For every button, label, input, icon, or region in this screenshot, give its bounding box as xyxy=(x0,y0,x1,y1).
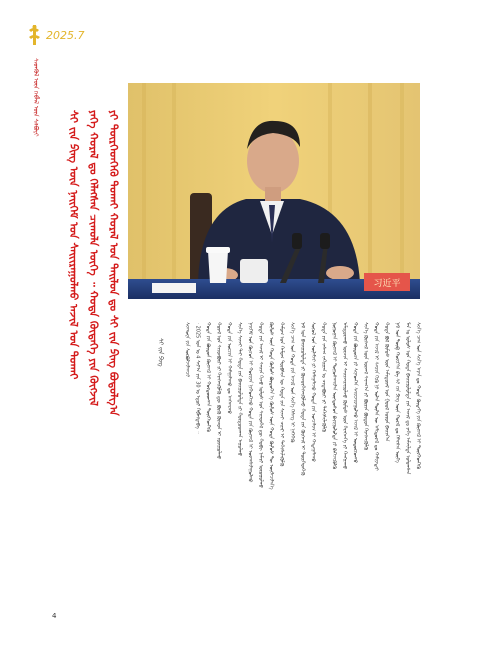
body-text-column: ᠂ 2025 ᠣᠨ ᠤ 4 ᠰᠠᠷ᠎ᠠ ᠶᠢᠨ 30 ᠤ ᠡᠳᠦᠷ ᠬᠡᠪᠯᠡᠭᠳᠡᠪᠡ ᠃ xyxy=(194,322,201,434)
article-title-line: ᠶᠡᠬᠡ ᠬᠤᠷᠠᠯ ᠳᠤ ᠬᠡᠯᠡᠭᠰᠡᠨ ᠴᠢᠬᠤᠯᠠ ᠦᠭᠡ ᠃ ᠬᠤᠲᠠ ᠬᠦᠳᠡᠭᠡ ᠶᠢᠨ ᠬᠥᠭᠵᠢᠯ xyxy=(87,110,100,406)
body-text-column: ᠬᠦᠮᠦᠰ ᠦᠨ ᠬᠤᠲᠠ ᠬᠦᠮᠦᠰ ᠪᠦᠲᠦᠭᠡᠨ ᠡ ᠬᠦᠮᠦᠰ ᠦᠨ ᠬᠤᠲᠠ ᠬᠦᠮᠦᠰ ᠲᠦ ᠦᠢᠯᠡᠴᠢᠯᠡᠨ᠎ᠡ xyxy=(268,322,274,490)
body-text-column: ᠬᠤᠲᠠ ᠶᠢᠨ ᠵᠠᠰᠠᠭ ᠵᠠᠬᠢᠷᠭᠠᠨ ᠤ ᠴᠢᠳᠠᠪᠤᠷᠢ ᠶᠢ ᠳᠡᠭᠡᠭᠰᠢᠯᠡᠭᠦᠯᠬᠦ xyxy=(320,322,327,433)
body-text-column: ᠨᠡᠢᠭᠡᠮ ᠤᠨ ᠬᠦᠴᠦᠨ ᠢ ᠬᠤᠷᠢᠶᠠᠨ ᠨᠢᠭᠡᠳᠭᠡᠵᠦ ᠬᠤᠲᠠ ᠶᠢᠨ ᠬᠥᠭᠵᠢᠯ ᠢ ᠤᠷᠠᠭᠰᠢᠯᠠᠭᠤᠯᠬᠤ xyxy=(247,322,253,483)
body-text-column: ᠨᠠᠮ ᠤᠨ ᠲᠥᠪ ᠬᠣᠷᠢᠶ᠎ᠠ ᠪᠠ ᠰᠢ ᠵᠢᠨ ᠫᠢᠩ ᠦᠨ ᠬᠤᠷᠠᠯ ᠳᠤ ᠬᠡᠯᠡᠭᠰᠡᠨ ᠦᠭᠡ xyxy=(394,322,400,463)
body-text-column: ᠬᠠᠮᠤᠭ ᠤᠨ ᠬᠠᠮᠤᠭ ᠲᠦᠪᠰᠢᠨ ᠦ ᠬᠤᠲᠠ ᠶᠢᠨ ᠰᠢᠨᠵᠢ ᠴᠢᠨᠠᠷ ᠢ ᠳᠡᠭᠡᠭᠰᠢᠯᠡᠭᠦᠯᠬᠦ xyxy=(278,322,285,467)
body-text-column: ᠬᠤᠷᠠᠯ ᠤᠨ ᠰᠢᠢᠳᠪᠦᠷᠢ ᠶᠢ ᠬᠡᠷᠡᠭᠵᠢᠭᠦᠯᠬᠦ ᠳᠦ ᠪᠦᠬᠦ ᠬᠦᠴᠦᠨ ᠢ ᠵᠣᠷᠢᠭᠤᠯᠬᠤ xyxy=(215,322,222,460)
issue-year: 2025.7 xyxy=(46,29,85,42)
body-text-column: ᠨᠠᠮ ᠤᠨ ᠪᠠᠢᠢᠭᠤᠯᠤᠯᠲᠠ ᠶᠢ ᠬᠦᠴᠦᠷᠬᠡᠭᠵᠢᠭᠦᠯᠵᠦ ᠬᠤᠲᠠ ᠶᠢᠨ ᠬᠥᠭᠵᠢᠯ ᠢ ᠲᠦᠷᠭᠡᠳᠭᠡᠬᠦ xyxy=(299,322,306,476)
body-text-column: ᠬᠤᠲᠠ ᠶᠢᠨ ᠪᠦᠲᠦᠨ ᠬᠥᠭᠵᠢᠯ ᠢ ᠬᠤᠷᠳᠤᠳᠬᠠᠨ ᠲᠦᠷᠭᠡᠳᠭᠡᠬᠦ xyxy=(205,322,211,432)
body-text-column: ᠰᠢᠨ᠎ᠡ ᠬᠥᠭᠵᠢᠯ ᠦᠨ ᠦᠵᠡᠯ ᠰᠠᠨᠠᠭ᠎ᠠ ᠶᠢ ᠪᠦᠷᠢᠨ ᠪᠦᠲᠦᠨ ᠬᠡᠷᠡᠭᠵᠢᠭᠦᠯᠬᠦ xyxy=(362,322,369,451)
body-text-column: ᠰᠢᠨᠬᠤᠸᠠ ᠶᠢᠨ ᠰᠤᠷᠪᠤᠯᠵᠢᠯᠠᠭᠴᠢ xyxy=(184,322,190,378)
body-text-column: ᠰᠢᠨ᠎ᠡ ᠰᠢᠨᠵᠢ ᠲᠠᠢ ᠬᠤᠲᠠ ᠶᠢᠨ ᠪᠠᠢᠢᠭᠤᠯᠤᠯᠲᠠ ᠶᠢ ᠬᠤᠷᠳᠤᠳᠬᠠᠨ ᠠᠭᠤᠯᠬᠤ xyxy=(236,322,243,457)
article-title-line: ᠶᠢ ᠲᠦᠷᠭᠡᠳᠭᠡᠬᠦ ᠲᠤᠬᠠᠢ ᠬᠤᠷᠠᠯ ᠤᠨ ᠲᠠᠢᠯᠤᠨ ᠳᠤ ᠰᠢ ᠵᠢᠨ ᠫᠢᠩ ᠪᠣᠳᠣᠯᠭ᠎ᠠ xyxy=(107,110,120,416)
article-title-line: ᠰᠢ ᠵᠢᠨ ᠫᠢᠩ ᠦᠨ ᠨᠡᠢᠭᠡᠮ ᠤᠨ ᠰᠠᠢᠢᠷᠠᠭᠤᠯᠬᠤ ᠠᠵᠢᠯ ᠤᠨ ᠲᠤᠬᠠᠢ xyxy=(67,110,80,380)
body-text-column: ᠬᠤᠲᠠ ᠶᠢᠨ ᠠᠵᠢᠯ ᠢ ᠰᠠᠢᠢᠨ ᠬᠢᠵᠦ ᠤᠯᠤᠰ ᠤᠨ ᠰᠢᠨᠡᠳᠬᠡᠯ ᠳᠦ ᠬᠤᠪᠢ ᠨᠡᠮᠡᠷᠢ ᠣᠷᠤᠭᠤᠯᠬᠤ xyxy=(257,322,264,489)
nameplate: 习近平 xyxy=(373,279,401,289)
body-text-column: ᠮᠠᠨ ᠤ ᠤᠯᠤᠰ ᠤᠨ ᠬᠤᠲᠠ ᠪᠠᠢᠢᠭᠤᠯᠤᠯᠳᠠ ᠶᠢᠨ ᠠᠵᠢᠯ ᠳᠤ ᠶᠡᠬᠡ ᠠᠮᠵᠢᠯᠲᠠ ᠣᠯᠤᠭᠰᠠᠨ xyxy=(404,322,411,475)
body-text-column: ᠨᠣᠭᠤᠭᠠᠨ ᠬᠥᠭᠵᠢᠯ ᠢ ᠲᠤᠭᠤᠰᠬᠠᠢᠯᠠᠨ ᠦᠨᠳᠦᠰᠦᠨ ᠪᠠᠶᠢᠭᠤᠯᠤᠯᠲᠠ ᠶᠢ ᠪᠡᠭᠡᠵᠢᠭᠦᠯᠬᠦ xyxy=(331,322,337,470)
author-signature: ᠰᠢ ᠵᠢᠨ ᠫᠢᠩ xyxy=(157,338,164,367)
body-text-column: ᠰᠢᠨ᠎ᠡ ᠴᠠᠭ ᠤᠨ ᠰᠢᠨ᠎ᠡ ᠠᠶᠠᠨ ᠳᠤ ᠬᠤᠲᠠ ᠬᠦᠳᠡᠭᠡ ᠶᠢᠨ ᠬᠥᠭᠵᠢᠯ ᠢ ᠲᠦᠷᠭᠡᠳᠭᠡᠬᠦ xyxy=(415,322,421,470)
body-text-column: ᠰᠣᠶᠤᠯ ᠤᠨ ᠦᠯᠡᠮᠵᠢ ᠶᠢ ᠬᠠᠮᠠᠭᠠᠯᠠᠵᠤ ᠬᠤᠲᠠ ᠶᠢᠨ ᠣᠨᠴᠠᠯᠢᠭ ᠢ ᠬᠠᠳᠠᠭᠠᠯᠠᠬᠤ xyxy=(310,322,316,462)
body-text-column: ᠬᠤᠲᠠ ᠶᠢᠨ ᠠᠵᠢᠯ ᠢ ᠰᠠᠢᠢᠨ ᠬᠢᠬᠦ ᠨᠢ ᠣᠯᠠᠨ ᠲᠦᠮᠡᠨ ᠦ ᠠᠮᠢᠳᠤᠷᠠᠯ ᠳᠤ ᠬᠠᠮᠢᠶᠠᠲᠠᠢ xyxy=(373,322,379,471)
column-label: ᠰᠡᠳᠬᠦᠯ ᠦᠨ ᠬᠡᠪᠯᠡᠯ ᠦᠨ ᠰᠠᠯᠪᠤᠷᠢ xyxy=(32,58,39,137)
mongolian-emblem-icon xyxy=(27,24,43,46)
body-text-column: ᠰᠢᠨ᠎ᠡ ᠴᠠᠭ ᠤᠨ ᠬᠣᠲᠠ ᠶᠢᠨ ᠠᠵᠢᠯ ᠤᠨ ᠰᠢᠨ᠎ᠡ ᠬᠡᠰᠡᠭ ᠢ ᠨᠡᠭᠡᠭᠡᠬᠦ xyxy=(289,322,295,443)
photo-of-speaker xyxy=(128,83,420,299)
body-text-column: ᠬᠤᠲᠠ ᠶᠢᠨ ᠪᠦᠲᠦᠴᠡ ᠶᠢ ᠰᠢᠨᠡᠳᠬᠡᠨ ᠰᠠᠢᠢᠵᠢᠷᠠᠭᠤᠯᠬᠤ ᠠᠵᠢᠯ ᠢ ᠤᠳᠤᠷᠢᠳᠬᠤ xyxy=(352,322,358,464)
body-text-column: ᠠᠮᠢᠳᠤᠷᠠᠬᠤ ᠣᠷᠴᠢᠨ ᠢ ᠰᠠᠢᠢᠵᠢᠷᠠᠭᠤᠯᠵᠤ ᠬᠦᠮᠦᠰ ᠦᠨ ᠬᠡᠷᠡᠭᠴᠡᠭᠡ ᠶᠢ ᠬᠠᠩᠭᠠᠬᠤ xyxy=(341,322,348,470)
body-text-column: ᠬᠤᠲᠠ ᠶᠢᠨ ᠤᠷᠴᠢᠨ ᠢ ᠬᠠᠮᠠᠭᠠᠯᠠᠬᠤ ᠳᠤ ᠠᠩᠬᠠᠷᠬᠤ xyxy=(226,322,232,415)
page-number: 4 xyxy=(52,612,57,620)
body-text-column: ᠬᠤᠲᠠ ᠪᠣᠯ ᠬᠦᠮᠦᠰ ᠦᠨ ᠠᠮᠢᠳᠤᠷᠠᠯ ᠤᠨ ᠭᠣᠣᠯ ᠣᠷᠣᠨ ᠪᠠᠢᠢᠨ᠎ᠠ xyxy=(383,322,390,442)
